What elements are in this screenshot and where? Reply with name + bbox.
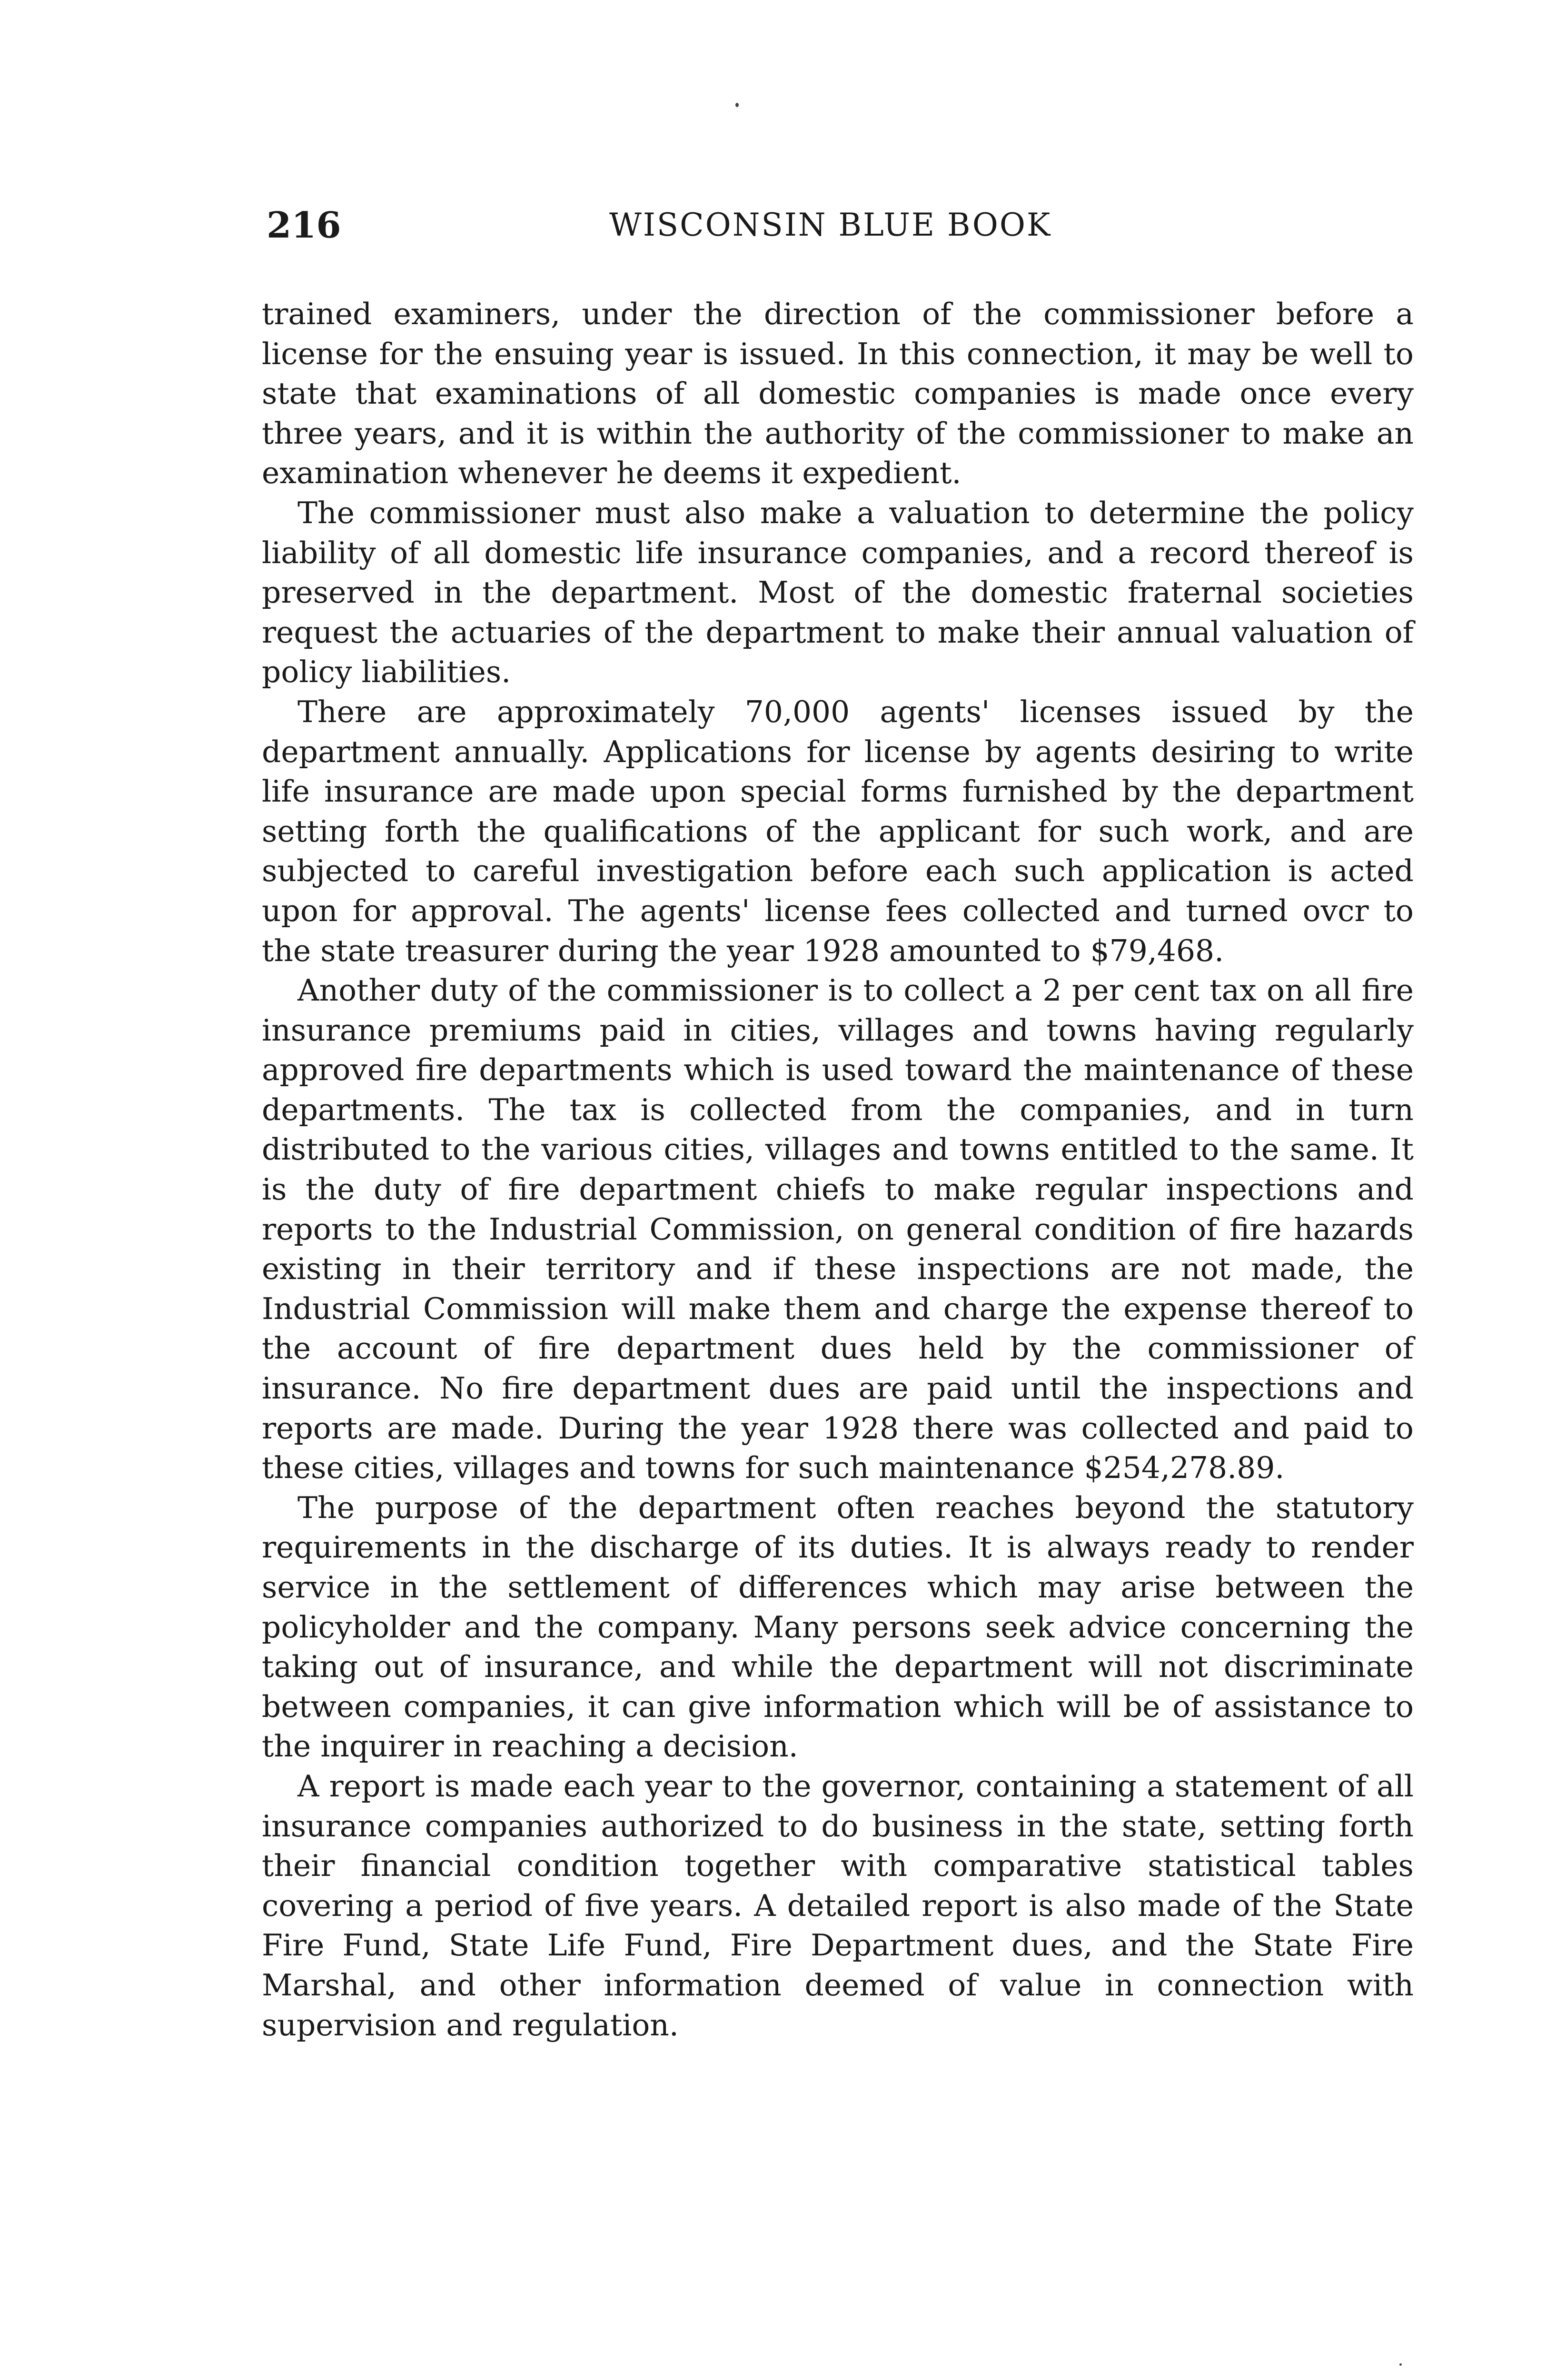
body-text <box>262 294 1414 2045</box>
paragraph-annual-report: A report is made each year to the governor, containing a statement of all insurance companies authorized to do business in the state, setting forth their financial condition together with comparative statistical tables covering a period of five years. A detailed report is also made of the State Fire Fund, State Life Fund, Fire Department dues, and the State Fire Marshal, and other information deemed of value in connection with supervision and regulation. <box>262 1768 1414 2043</box>
ink-speck <box>1399 2363 1402 2366</box>
paragraph-fire-insurance-tax: Another duty of the commissioner is to collect a 2 per cent tax on all fire insurance premiums paid in cities, villages and towns having regularly approved fire departments which is used toward the maintenance of these departments. The tax is collected from the companies, and in turn distributed to the various cities, villages and towns entitled to the same. It is the duty of fire department chiefs to make regular inspections and reports to the Industrial Commission, on general condition of fire hazards existing in their territory and if these inspections are not made, the Industrial Commission will make them and charge the expense thereof to the account of fire department dues held by the commissioner of insurance. No fire department dues are paid until the inspections and reports are made. During the year 1928 there was collected and paid to these cities, villages and towns for such maintenance $254,278.89. <box>262 973 1414 1486</box>
paragraph-policy-valuation: The commissioner must also make a valuation to determine the policy liability of all domestic life insurance companies, and a record thereof is preserved in the department. Most of the domestic fraternal societies request the actuaries of the department to make their annual valuation of policy liabilities. <box>262 495 1414 690</box>
ink-speck <box>735 103 739 107</box>
paragraph-department-purpose: The purpose of the department often reaches beyond the statutory requirements in the discharge of its duties. It is always ready to render service in the settlement of differences which may arise between the policyholder and the company. Many persons seek advice concerning the taking out of insurance, and while the department will not discriminate between companies, it can give information which will be of assistance to the inquirer in reaching a decision. <box>262 1490 1414 1764</box>
paragraph-continued-examinations: trained examiners, under the direction of the commissioner before a license for the ensuing year is issued. In this connection, it may be well to state that examinations of all domestic companies is made once every three years, and it is within the authority of the commissioner to make an examination whenever he deems it expedient. <box>262 297 1414 491</box>
page-header <box>267 199 1085 251</box>
running-title: WISCONSIN BLUE BOOK <box>609 207 1052 243</box>
paragraph-agents-licenses: There are approximately 70,000 agents' licenses issued by the department annually. Applications for license by agents desiring to write life insurance are made upon special forms furnished by the department setting forth the qualifications of the applicant for such work, and are subjected to careful investigation before each such application is acted upon for approval. The agents' license fees collected and turned ovcr to the state treasurer during the year 1928 amounted to $79,468. <box>262 694 1414 968</box>
page-number: 216 <box>267 204 341 246</box>
